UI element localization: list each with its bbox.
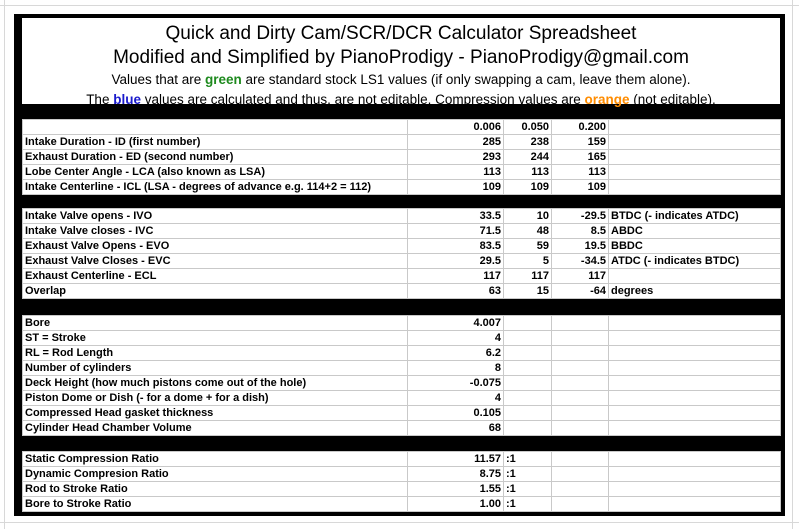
table-row — [23, 316, 781, 331]
cell[interactable] — [609, 497, 781, 512]
legend-text: values are calculated and thus, are not editable. Compression values are — [140, 92, 585, 107]
cam-duration-table — [22, 119, 781, 195]
legend-green-word: green — [205, 72, 242, 87]
value-cell[interactable]: 83.5 — [408, 239, 504, 254]
table-row — [23, 421, 781, 436]
table-header-row — [23, 120, 781, 135]
value-cell[interactable]: 33.5 — [408, 209, 504, 224]
row-label[interactable]: Overlap — [23, 284, 408, 299]
cell[interactable] — [609, 316, 781, 331]
unit-cell[interactable]: degrees — [609, 284, 781, 299]
sheet-header — [22, 18, 780, 107]
cell[interactable] — [552, 452, 609, 467]
value-cell[interactable]: 8 — [408, 361, 504, 376]
value-cell[interactable]: 113 — [552, 165, 609, 180]
cell[interactable] — [609, 180, 781, 195]
legend-text: Values that are — [111, 72, 206, 87]
value-cell[interactable]: 59 — [504, 239, 552, 254]
row-label[interactable]: Static Compression Ratio — [23, 452, 408, 467]
value-cell[interactable]: 117 — [552, 269, 609, 284]
unit-cell[interactable]: BTDC (- indicates ATDC) — [609, 209, 781, 224]
table-row — [23, 224, 781, 239]
cell[interactable] — [552, 406, 609, 421]
value-cell[interactable]: 4.007 — [408, 316, 504, 331]
gridline — [0, 522, 799, 523]
cell[interactable] — [609, 391, 781, 406]
table-row — [23, 269, 781, 284]
legend-orange-word: orange — [584, 92, 630, 107]
value-cell[interactable]: 0.105 — [408, 406, 504, 421]
cell[interactable] — [609, 421, 781, 436]
cell[interactable] — [504, 406, 552, 421]
valve-events-table — [22, 208, 781, 299]
table-row — [23, 254, 781, 269]
value-cell[interactable]: 113 — [408, 165, 504, 180]
value-cell[interactable]: 117 — [504, 269, 552, 284]
unit-cell[interactable] — [609, 269, 781, 284]
value-cell[interactable]: 11.57 — [408, 452, 504, 467]
table-row — [23, 150, 781, 165]
value-cell[interactable]: 165 — [552, 150, 609, 165]
table-row — [23, 239, 781, 254]
cell[interactable] — [552, 316, 609, 331]
row-label[interactable]: Deck Height (how much pistons come out of the hole) — [23, 376, 408, 391]
engine-specs-table — [22, 315, 781, 436]
value-cell[interactable]: 244 — [504, 150, 552, 165]
cell[interactable] — [609, 346, 781, 361]
value-cell[interactable]: 4 — [408, 391, 504, 406]
cell[interactable] — [552, 331, 609, 346]
row-label[interactable]: Intake Duration - ID (first number) — [23, 135, 408, 150]
value-cell[interactable]: 1.00 — [408, 497, 504, 512]
value-cell[interactable]: 293 — [408, 150, 504, 165]
value-cell[interactable]: 68 — [408, 421, 504, 436]
row-label[interactable]: Bore — [23, 316, 408, 331]
value-cell[interactable]: 117 — [408, 269, 504, 284]
row-label[interactable]: Dynamic Compresion Ratio — [23, 467, 408, 482]
table-row — [23, 406, 781, 421]
table-row — [23, 467, 781, 482]
value-cell[interactable]: 109 — [552, 180, 609, 195]
value-cell[interactable]: -0.075 — [408, 376, 504, 391]
row-label[interactable]: Intake Centerline - ICL (LSA - degrees of advance e.g. 114+2 = 112) — [23, 180, 408, 195]
value-cell[interactable]: 15 — [504, 284, 552, 299]
legend-text: The — [86, 92, 114, 107]
cell[interactable] — [552, 421, 609, 436]
cell[interactable] — [609, 406, 781, 421]
cell[interactable] — [609, 150, 781, 165]
row-label[interactable]: ST = Stroke — [23, 331, 408, 346]
legend-line-1 — [22, 70, 780, 90]
cell[interactable] — [609, 376, 781, 391]
value-cell[interactable]: 10 — [504, 209, 552, 224]
row-label[interactable]: Exhaust Centerline - ECL — [23, 269, 408, 284]
unit-cell[interactable]: :1 — [504, 497, 552, 512]
sheet-title: Quick and Dirty Cam/SCR/DCR Calculator Spreadsheet — [165, 23, 637, 44]
cell[interactable] — [504, 421, 552, 436]
cell[interactable] — [609, 452, 781, 467]
row-label[interactable]: Intake Valve opens - IVO — [23, 209, 408, 224]
cell[interactable] — [609, 135, 781, 150]
cell[interactable] — [504, 376, 552, 391]
value-cell[interactable]: 238 — [504, 135, 552, 150]
unit-cell[interactable]: BBDC — [609, 239, 781, 254]
row-label[interactable]: Compressed Head gasket thickness — [23, 406, 408, 421]
unit-cell[interactable]: ABDC — [609, 224, 781, 239]
value-cell[interactable]: 5 — [504, 254, 552, 269]
value-cell[interactable]: 285 — [408, 135, 504, 150]
column-header[interactable]: 0.050 — [504, 120, 552, 135]
row-label[interactable]: Rod to Stroke Ratio — [23, 482, 408, 497]
cell[interactable] — [504, 361, 552, 376]
value-cell[interactable]: 113 — [504, 165, 552, 180]
cell[interactable] — [609, 361, 781, 376]
value-cell[interactable]: 4 — [408, 331, 504, 346]
table-row — [23, 180, 781, 195]
unit-cell[interactable]: :1 — [504, 482, 552, 497]
value-cell[interactable]: 8.75 — [408, 467, 504, 482]
table-row — [23, 209, 781, 224]
value-cell[interactable]: 159 — [552, 135, 609, 150]
table-row — [23, 135, 781, 150]
table-row — [23, 284, 781, 299]
row-label[interactable]: RL = Rod Length — [23, 346, 408, 361]
value-cell[interactable]: 109 — [504, 180, 552, 195]
gridline — [4, 0, 5, 529]
value-cell[interactable]: 1.55 — [408, 482, 504, 497]
legend-line-2 — [22, 90, 780, 110]
row-label[interactable]: Intake Valve closes - IVC — [23, 224, 408, 239]
row-label[interactable]: Lobe Center Angle - LCA (also known as LSA) — [23, 165, 408, 180]
value-cell[interactable]: -34.5 — [552, 254, 609, 269]
legend-text: are standard stock LS1 values (if only swapping a cam, leave them alone). — [241, 72, 691, 87]
table-row — [23, 376, 781, 391]
cell[interactable] — [552, 346, 609, 361]
value-cell[interactable]: 8.5 — [552, 224, 609, 239]
row-label[interactable]: Exhaust Valve Closes - EVC — [23, 254, 408, 269]
unit-cell[interactable]: ATDC (- indicates BTDC) — [609, 254, 781, 269]
ratio-results-table — [22, 451, 781, 512]
unit-cell[interactable]: :1 — [504, 452, 552, 467]
cell[interactable] — [552, 391, 609, 406]
column-header[interactable]: 0.006 — [408, 120, 504, 135]
value-cell[interactable]: 71.5 — [408, 224, 504, 239]
cell[interactable] — [609, 467, 781, 482]
cell[interactable] — [609, 165, 781, 180]
value-cell[interactable]: -29.5 — [552, 209, 609, 224]
sheet-subtitle: Modified and Simplified by PianoProdigy - PianoProdigy@gmail.com — [113, 47, 689, 68]
row-label[interactable]: Exhaust Duration - ED (second number) — [23, 150, 408, 165]
table-row — [23, 346, 781, 361]
cell[interactable] — [552, 482, 609, 497]
table-row — [23, 165, 781, 180]
value-cell[interactable]: 109 — [408, 180, 504, 195]
legend-text: (not editable). — [629, 92, 716, 107]
gridline — [792, 0, 793, 529]
value-cell[interactable]: 19.5 — [552, 239, 609, 254]
cell[interactable] — [609, 482, 781, 497]
value-cell[interactable]: 6.2 — [408, 346, 504, 361]
column-header[interactable]: 0.200 — [552, 120, 609, 135]
table-row — [23, 452, 781, 467]
unit-cell[interactable]: :1 — [504, 467, 552, 482]
cell[interactable] — [504, 316, 552, 331]
cell[interactable] — [552, 467, 609, 482]
cell[interactable] — [609, 120, 781, 135]
row-label[interactable]: Piston Dome or Dish (- for a dome + for a dish) — [23, 391, 408, 406]
cell[interactable] — [504, 391, 552, 406]
gridline — [0, 5, 799, 6]
cell[interactable] — [552, 376, 609, 391]
cell[interactable] — [552, 497, 609, 512]
row-label[interactable]: Number of cylinders — [23, 361, 408, 376]
row-label[interactable]: Bore to Stroke Ratio — [23, 497, 408, 512]
table-row — [23, 497, 781, 512]
cell[interactable] — [504, 346, 552, 361]
value-cell[interactable]: 48 — [504, 224, 552, 239]
row-label[interactable]: Exhaust Valve Opens - EVO — [23, 239, 408, 254]
table-row — [23, 331, 781, 346]
cell[interactable] — [552, 361, 609, 376]
value-cell[interactable]: 63 — [408, 284, 504, 299]
legend-blue-word: blue — [113, 92, 141, 107]
row-label[interactable]: Cylinder Head Chamber Volume — [23, 421, 408, 436]
table-row — [23, 391, 781, 406]
cell[interactable] — [504, 331, 552, 346]
value-cell[interactable]: -64 — [552, 284, 609, 299]
cell[interactable] — [609, 331, 781, 346]
value-cell[interactable]: 29.5 — [408, 254, 504, 269]
cell[interactable] — [23, 120, 408, 135]
table-row — [23, 482, 781, 497]
table-row — [23, 361, 781, 376]
